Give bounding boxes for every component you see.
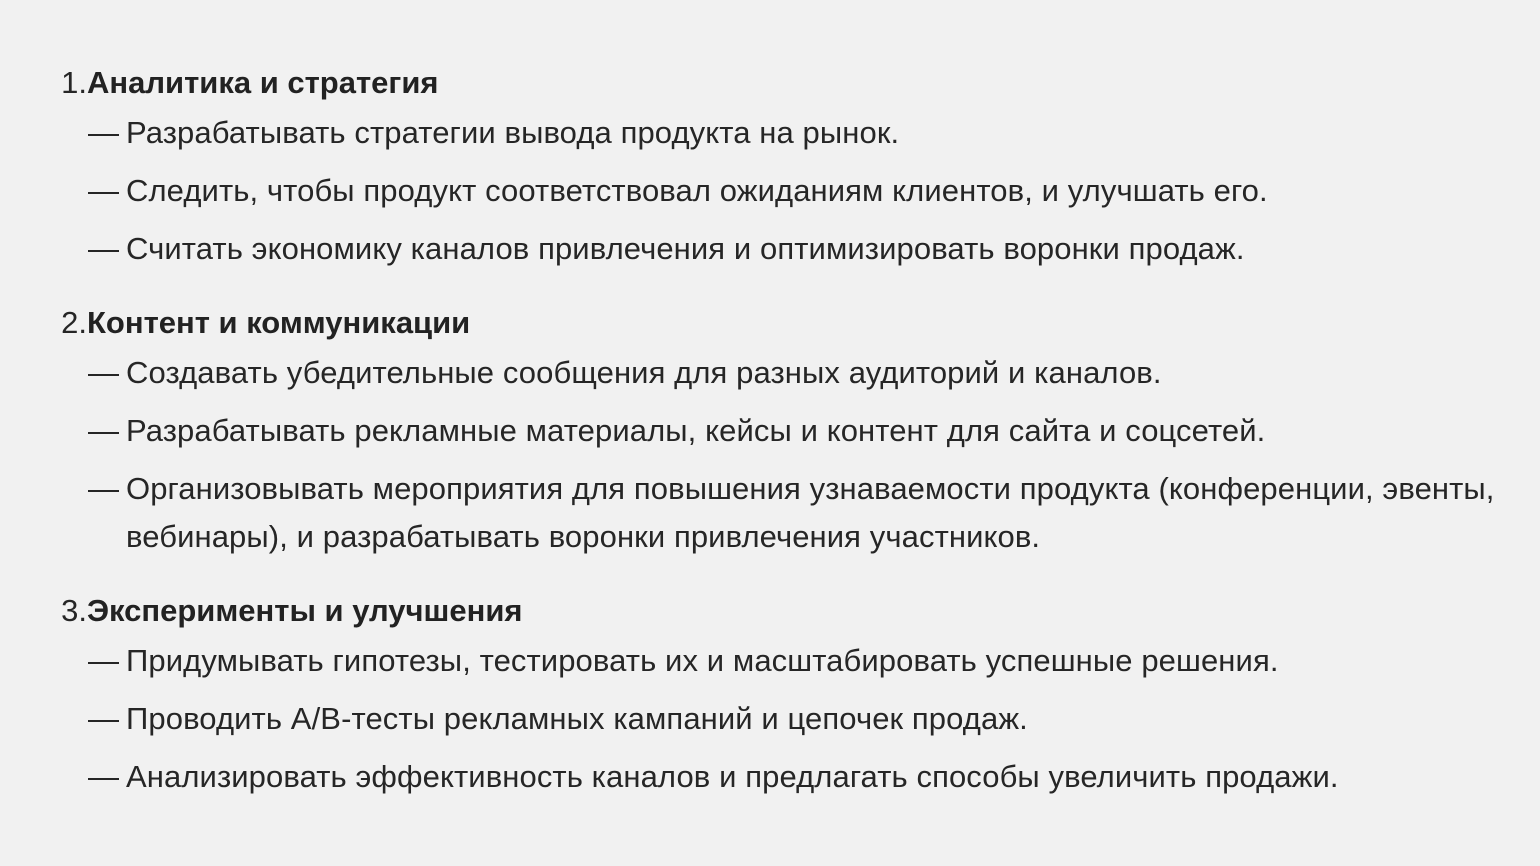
dash-marker: —	[88, 231, 119, 266]
section-number: 2.	[61, 305, 87, 340]
section-analytics-strategy	[0, 62, 1540, 273]
section-heading	[0, 590, 1540, 632]
dash-marker: —	[88, 413, 119, 448]
dash-marker: —	[88, 643, 119, 678]
list-item	[0, 167, 1540, 215]
list-item-text: Проводить A/B-тесты рекламных кампаний и цепочек продаж.	[126, 701, 1028, 736]
list-item	[0, 465, 1540, 561]
section-title: Аналитика и стратегия	[87, 65, 439, 100]
dash-marker: —	[88, 759, 119, 794]
section-experiments-improvements	[0, 590, 1540, 801]
list-item-text: Организовывать мероприятия для повышения узнаваемости продукта (конференции, эвенты, вебинары), и разрабатывать воронки привлечения участников.	[126, 471, 1495, 554]
list-item-text: Разрабатывать рекламные материалы, кейсы и контент для сайта и соцсетей.	[126, 413, 1266, 448]
section-title: Эксперименты и улучшения	[87, 593, 523, 628]
section-title: Контент и коммуникации	[87, 305, 471, 340]
list-item	[0, 225, 1540, 273]
section-heading	[0, 62, 1540, 104]
section-item-list	[0, 109, 1540, 273]
section-item-list	[0, 637, 1540, 801]
list-item-text: Считать экономику каналов привлечения и оптимизировать воронки продаж.	[126, 231, 1245, 266]
dash-marker: —	[88, 115, 119, 150]
list-item	[0, 407, 1540, 455]
section-number: 3.	[61, 593, 87, 628]
dash-marker: —	[88, 701, 119, 736]
list-item-text: Разрабатывать стратегии вывода продукта на рынок.	[126, 115, 900, 150]
list-item-text: Анализировать эффективность каналов и предлагать способы увеличить продажи.	[126, 759, 1339, 794]
list-item	[0, 109, 1540, 157]
section-number: 1.	[61, 65, 87, 100]
section-heading	[0, 302, 1540, 344]
list-item	[0, 753, 1540, 801]
list-item-text: Придумывать гипотезы, тестировать их и масштабировать успешные решения.	[126, 643, 1279, 678]
dash-marker: —	[88, 471, 119, 506]
dash-marker: —	[88, 355, 119, 390]
list-item	[0, 695, 1540, 743]
section-item-list	[0, 349, 1540, 561]
dash-marker: —	[88, 173, 119, 208]
section-content-communications	[0, 302, 1540, 561]
list-item-text: Следить, чтобы продукт соответствовал ожиданиям клиентов, и улучшать его.	[126, 173, 1268, 208]
list-item	[0, 349, 1540, 397]
list-item	[0, 637, 1540, 685]
list-item-text: Создавать убедительные сообщения для разных аудиторий и каналов.	[126, 355, 1162, 390]
